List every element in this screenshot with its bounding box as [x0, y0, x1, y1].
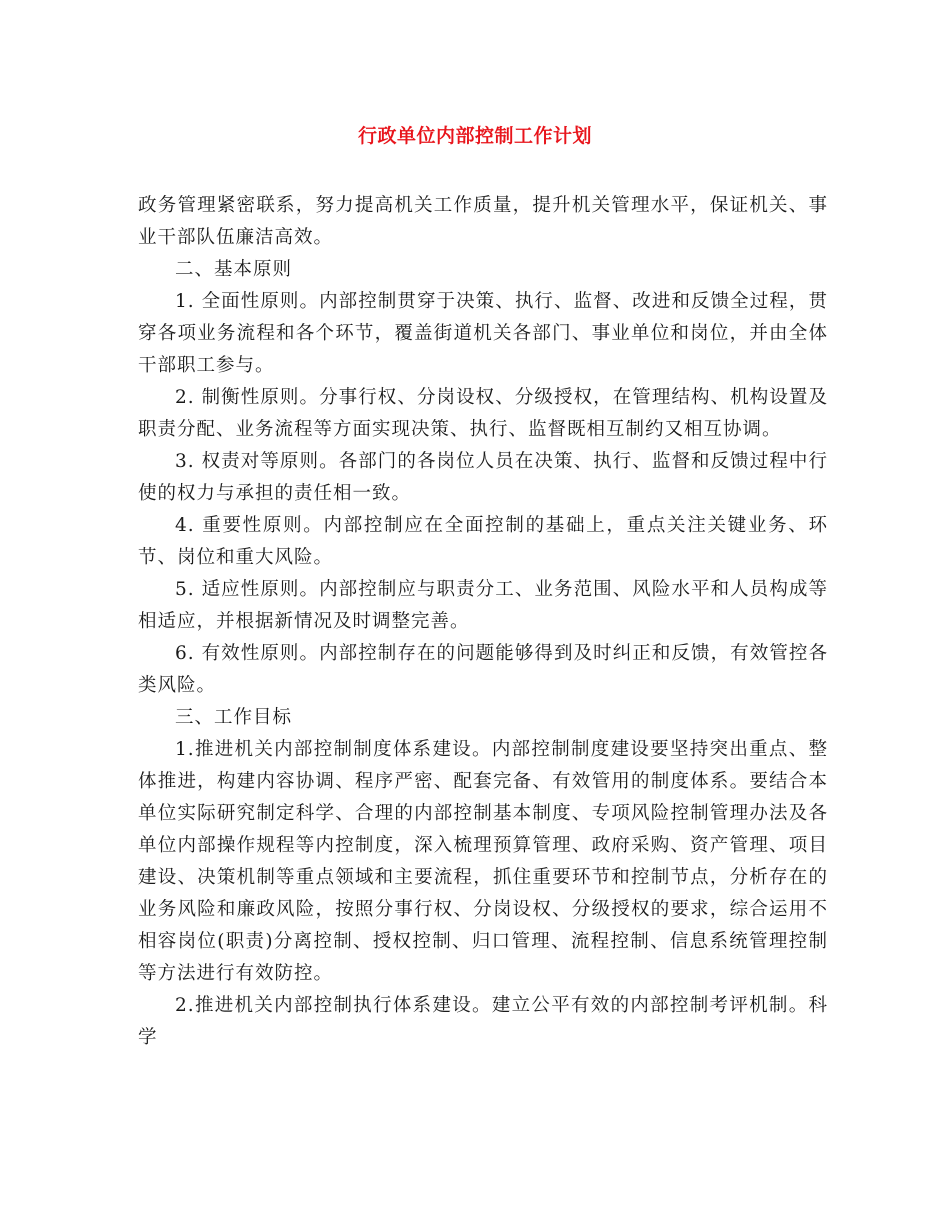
paragraph: 2.推进机关内部控制执行体系建设。建立公平有效的内部控制考评机制。科学	[138, 995, 828, 1048]
paragraph: 政务管理紧密联系，努力提高机关工作质量，提升机关管理水平，保证机关、事业干部队伍廉洁高效。	[138, 195, 828, 248]
paragraph: 1.推进机关内部控制制度体系建设。内部控制制度建设要坚持突出重点、整体推进，构建内容协调、程序严密、配套完备、有效管用的制度体系。要结合本单位实际研究制定科学、合理的内部控制基本制度、专项风险控制管理办法及各单位内部操作规程等内控制度，深入梳理预算管理、政府采购、资产管理、项目建设、决策机制等重点领域和主要流程，抓住重要环节和控制节点，分析存在的业务风险和廉政风险，按照分事行权、分岗设权、分级授权的要求，综合运用不相容岗位(职责)分离控制、授权控制、归口管理、流程控制、信息系统管理控制等方法进行有效防控。	[138, 739, 828, 984]
paragraph: 4. 重要性原则。内部控制应在全面控制的基础上，重点关注关键业务、环节、岗位和重大风险。	[138, 515, 828, 568]
paragraph: 3. 权责对等原则。各部门的各岗位人员在决策、执行、监督和反馈过程中行使的权力与承担的责任相一致。	[138, 451, 828, 504]
paragraph: 2. 制衡性原则。分事行权、分岗设权、分级授权，在管理结构、机构设置及职责分配、业务流程等方面实现决策、执行、监督既相互制约又相互协调。	[138, 387, 828, 440]
document-body	[138, 190, 828, 1054]
paragraph: 1. 全面性原则。内部控制贯穿于决策、执行、监督、改进和反馈全过程，贯穿各项业务流程和各个环节，覆盖街道机关各部门、事业单位和岗位，并由全体干部职工参与。	[138, 291, 828, 376]
document-title: 行政单位内部控制工作计划	[357, 125, 592, 147]
section-heading: 三、工作目标	[175, 707, 293, 728]
paragraph: 6. 有效性原则。内部控制存在的问题能够得到及时纠正和反馈，有效管控各类风险。	[138, 643, 828, 696]
section-heading: 二、基本原则	[175, 259, 293, 280]
paragraph: 5. 适应性原则。内部控制应与职责分工、业务范围、风险水平和人员构成等相适应，并根据新情况及时调整完善。	[138, 579, 828, 632]
